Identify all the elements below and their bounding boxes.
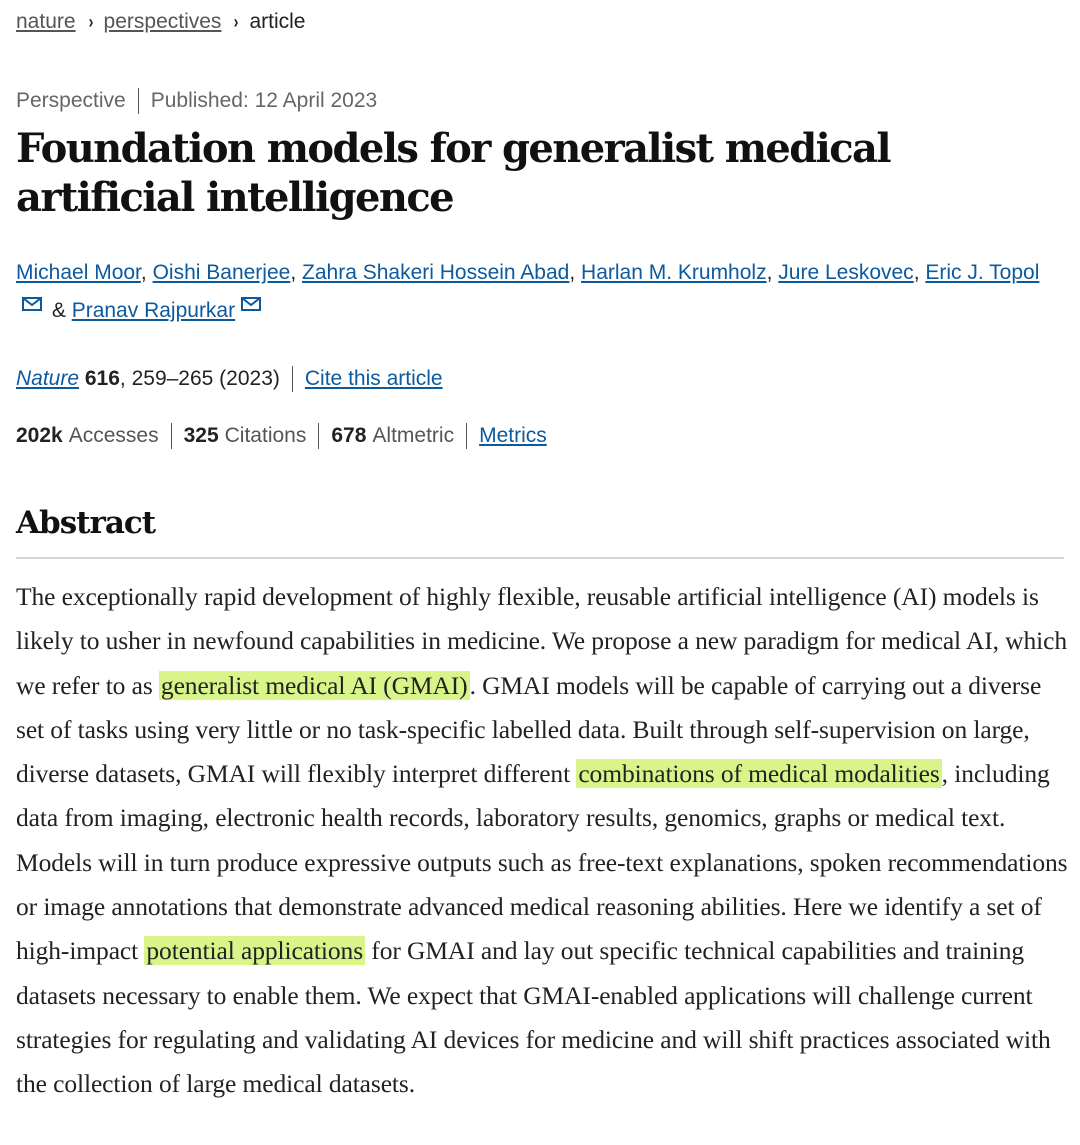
author-link[interactable]: Eric J. Topol	[925, 261, 1040, 284]
breadcrumb-perspectives[interactable]: perspectives	[103, 10, 222, 33]
altmetric-label: Altmetric	[372, 424, 455, 447]
breadcrumb	[16, 6, 305, 38]
envelope-icon[interactable]	[241, 297, 261, 311]
article-type: Perspective	[16, 89, 126, 112]
citations-label: Citations	[224, 424, 307, 447]
article-metrics	[16, 421, 547, 451]
highlight: combinations of medical modalities	[578, 759, 940, 789]
pages-year: , 259–265 (2023)	[119, 367, 280, 390]
highlight: generalist medical AI (GMAI)	[160, 670, 468, 700]
altmetric-count: 678	[331, 424, 367, 447]
accesses-count: 202k	[16, 424, 63, 447]
divider	[318, 423, 319, 449]
published-date: Published: 12 April 2023	[150, 89, 378, 112]
breadcrumb-current: article	[249, 10, 306, 33]
author-link[interactable]: Michael Moor	[16, 261, 141, 284]
citation-line	[16, 364, 443, 394]
volume: 616	[84, 367, 120, 390]
divider	[171, 423, 172, 449]
author-link[interactable]: Oishi Banerjee	[152, 261, 291, 284]
accesses-label: Accesses	[68, 424, 159, 447]
citations-count: 325	[183, 424, 219, 447]
article-title: Foundation models for generalist medical artificial intelligence	[16, 125, 890, 221]
envelope-icon[interactable]	[22, 297, 42, 311]
divider	[138, 88, 139, 114]
breadcrumb-separator-icon: ›	[88, 12, 93, 32]
abstract-heading: Abstract	[16, 505, 156, 541]
highlight: potential applications	[146, 936, 364, 966]
author-link[interactable]: Pranav Rajpurkar	[71, 299, 236, 322]
divider	[292, 366, 293, 392]
journal-link[interactable]: Nature	[16, 367, 80, 390]
breadcrumb-nature[interactable]: nature	[16, 10, 76, 33]
article-meta	[16, 86, 377, 116]
breadcrumb-separator-icon: ›	[234, 12, 239, 32]
metrics-link[interactable]: Metrics	[479, 424, 547, 447]
abstract-text: The exceptionally rapid development of highly flexible, reusable artificial intelligence (AI) models is likely to usher in newfound capabilities in medicine. We propose a new paradigm for medical AI, which we refer to as generalist medical AI (GMAI). GMAI models will be capable of carrying out a diverse set of tasks using very little or no task-specific labelled data. Built through self-supervision on large, diverse datasets, GMAI will flexibly interpret different combinations of medical modalities, including data from imaging, electronic health records, laboratory results, genomics, graphs or medical text. Models will in turn produce expressive outputs such as free-text explanations, spoken recommendations or image annotations that demonstrate advanced medical reasoning abilities. Here we identify a set of high-impact potential applications for GMAI and lay out specific technical capabilities and training datasets necessary to enable them. We expect that GMAI-enabled applications will challenge current strategies for regulating and validating AI devices for medicine and will shift practices associated with the collection of large medical datasets.	[16, 582, 1068, 1099]
cite-this-article-link[interactable]: Cite this article	[304, 367, 443, 390]
author-list: Michael Moor, Oishi Banerjee, Zahra Shakeri Hossein Abad, Harlan M. Krumholz, Jure Leskovec, Eric J. Topol & Pranav Rajpurkar	[16, 261, 1040, 322]
section-divider	[16, 557, 1064, 559]
author-link[interactable]: Zahra Shakeri Hossein Abad	[302, 261, 570, 284]
author-link[interactable]: Jure Leskovec	[778, 261, 914, 284]
author-link[interactable]: Harlan M. Krumholz	[581, 261, 767, 284]
author-ampersand: &	[51, 299, 66, 322]
divider	[466, 423, 467, 449]
